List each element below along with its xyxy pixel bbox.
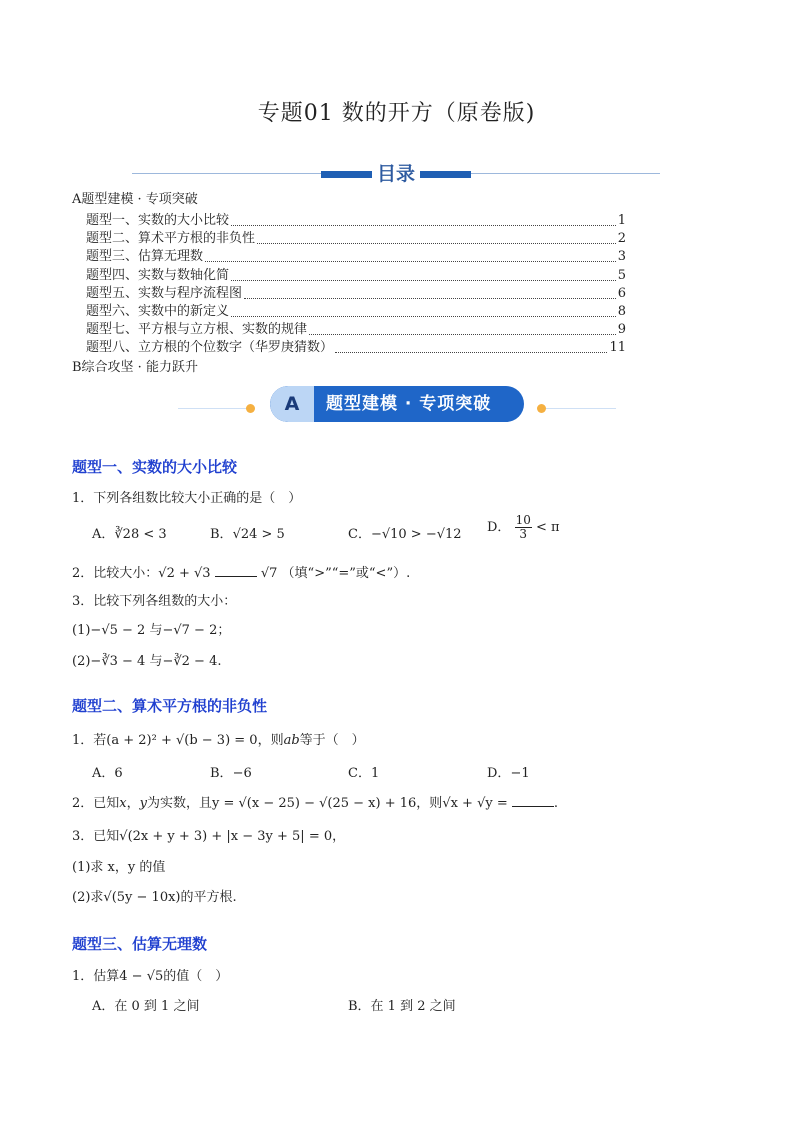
toc-item[interactable] xyxy=(86,248,626,266)
option-b: B．在 1 到 2 之间 xyxy=(348,999,456,1014)
q-math: −∛2 − 4 xyxy=(162,654,218,669)
option-label: D． xyxy=(487,766,511,781)
toc-heading-text: 目录 xyxy=(376,163,415,185)
q-prefix: (2)求 xyxy=(72,890,104,905)
option-c xyxy=(348,523,462,542)
toc-item-page: 11 xyxy=(609,340,626,355)
option-d xyxy=(487,762,530,781)
q-math: √2 + √3 xyxy=(158,566,211,581)
toc-item-page: 2 xyxy=(617,231,626,246)
q-text: 与 xyxy=(149,623,163,638)
toc-bar-right xyxy=(420,171,471,178)
toc-item-label: 题型二、算术平方根的非负性 xyxy=(86,231,256,246)
q-math: √(5y − 10x) xyxy=(103,890,181,905)
question-2 xyxy=(72,792,558,811)
option-label: A． xyxy=(92,527,115,542)
toc-item-page: 1 xyxy=(617,213,626,228)
option-d xyxy=(487,514,560,541)
question-3 xyxy=(72,825,345,844)
banner-dot-left xyxy=(246,404,255,413)
page-title: 专题01 数的开方（原卷版) xyxy=(257,101,536,126)
question-2 xyxy=(72,562,410,581)
toc-leader-dots xyxy=(244,298,616,299)
fraction-denominator: 3 xyxy=(519,527,528,541)
q-text: ； xyxy=(217,623,231,638)
toc-item-label: 题型七、平方根与立方根、实数的规律 xyxy=(86,322,308,337)
q-text: ，则 xyxy=(416,796,443,811)
toc-item-label: 题型六、实数中的新定义 xyxy=(86,304,230,319)
question-1 xyxy=(72,729,365,748)
q-text: 为实数，且 xyxy=(147,796,213,811)
toc-item-page: 9 xyxy=(617,322,626,337)
option-math: ∛28 < 3 xyxy=(114,527,167,542)
banner-dot-right xyxy=(537,404,546,413)
q-var: y xyxy=(139,796,147,811)
option-label: B． xyxy=(210,766,233,781)
sub-label: (1) xyxy=(72,623,91,638)
option-b xyxy=(210,523,285,542)
toc-item[interactable] xyxy=(86,321,626,339)
toc-item-page: 6 xyxy=(617,286,626,301)
section-title: 题型三、估算无理数 xyxy=(72,935,208,953)
option-a xyxy=(92,523,167,542)
q-math: ab xyxy=(283,733,300,748)
option-a xyxy=(92,762,123,781)
section-banner xyxy=(270,386,524,422)
option-c xyxy=(348,762,379,781)
toc-leader-dots xyxy=(205,261,616,262)
answer-blank[interactable] xyxy=(215,564,257,577)
toc-item-label: 题型四、实数与数轴化简 xyxy=(86,268,230,283)
q-math: −∛3 − 4 xyxy=(90,654,146,669)
toc-item[interactable] xyxy=(86,285,626,303)
option-value: −1 xyxy=(510,766,530,781)
toc-bar-left xyxy=(321,171,372,178)
option-label: D． xyxy=(487,520,511,535)
toc-part-b[interactable]: B综合攻坚 · 能力跃升 xyxy=(72,360,198,375)
toc-item[interactable] xyxy=(86,230,626,248)
option-math: √24 > 5 xyxy=(232,527,285,542)
q-math: √x + √y = xyxy=(442,796,508,811)
toc-item-label: 题型八、立方根的个位数字（华罗庚猜数） xyxy=(86,340,334,355)
option-label: A． xyxy=(92,766,115,781)
toc-leader-dots xyxy=(231,225,616,226)
toc-item[interactable] xyxy=(86,212,626,230)
question-1 xyxy=(72,965,228,984)
option-math: < π xyxy=(536,520,560,535)
q-math: √7 xyxy=(260,566,278,581)
question-stem: 3．比较下列各组数的大小： xyxy=(72,594,237,609)
toc-item-page: 5 xyxy=(617,268,626,283)
q-math: −√7 − 2 xyxy=(162,623,218,638)
q-math: (a + 2)² + √(b − 3) = 0 xyxy=(106,733,258,748)
q-prefix: 2．已知 xyxy=(72,796,120,811)
banner-text: 题型建模 · 专项突破 xyxy=(326,394,492,414)
option-label: C． xyxy=(348,766,371,781)
toc-part-a[interactable]: A题型建模 · 专项突破 xyxy=(72,192,198,207)
q-prefix: 1．估算 xyxy=(72,969,120,984)
toc-leader-dots xyxy=(335,352,607,353)
q-suffix: （填“>”“=”或“<”）. xyxy=(281,566,411,581)
q-suffix: 的值（ ） xyxy=(163,969,229,984)
q-text: ， xyxy=(332,829,346,844)
q-prefix: 3．已知 xyxy=(72,829,120,844)
toc-leader-dots xyxy=(257,243,616,244)
sub-question: (1)求 x，y 的值 xyxy=(72,860,166,875)
question-stem: 1．下列各组数比较大小正确的是（ ） xyxy=(72,491,302,506)
q-math: 4 − √5 xyxy=(119,969,164,984)
option-b xyxy=(210,762,252,781)
fraction xyxy=(515,514,532,541)
toc-item[interactable] xyxy=(86,267,626,285)
section-title: 题型一、实数的大小比较 xyxy=(72,458,238,476)
banner-line-left xyxy=(178,408,252,409)
option-math: −√10 > −√12 xyxy=(370,527,462,542)
q-text: ， xyxy=(126,796,140,811)
toc-item-page: 3 xyxy=(617,249,626,264)
toc-item-label: 题型一、实数的大小比较 xyxy=(86,213,230,228)
sub-question xyxy=(72,886,237,905)
toc-leader-dots xyxy=(309,334,616,335)
option-value: 1 xyxy=(370,766,380,781)
q-text: ，则 xyxy=(257,733,284,748)
q-prefix: 2．比较大小： xyxy=(72,566,159,581)
fraction-numerator: 10 xyxy=(515,513,531,527)
q-text: 与 xyxy=(149,654,163,669)
option-value: −6 xyxy=(232,766,252,781)
q-suffix: 的平方根. xyxy=(180,890,237,905)
sub-label: (2) xyxy=(72,654,91,669)
q-var: x xyxy=(119,796,127,811)
toc-item-label: 题型三、估算无理数 xyxy=(86,249,204,264)
q-prefix: 1．若 xyxy=(72,733,107,748)
q-text: . xyxy=(217,654,222,669)
q-suffix: 等于（ ） xyxy=(299,733,365,748)
q-math: y = √(x − 25) − √(25 − x) + 16 xyxy=(212,796,417,811)
q-text: . xyxy=(553,796,559,811)
banner-badge: A xyxy=(270,386,314,422)
toc-item-page: 8 xyxy=(617,304,626,319)
q-math: √(2x + y + 3) + |x − 3y + 5| = 0 xyxy=(119,829,333,844)
toc-heading xyxy=(372,159,420,186)
q-math: −√5 − 2 xyxy=(90,623,146,638)
banner-line-right xyxy=(546,408,616,409)
answer-blank[interactable] xyxy=(512,794,554,807)
sub-question xyxy=(72,650,222,669)
toc-item[interactable] xyxy=(86,303,626,321)
toc-leader-dots xyxy=(231,316,616,317)
toc-item-label: 题型五、实数与程序流程图 xyxy=(86,286,243,301)
sub-question xyxy=(72,619,230,638)
option-label: C． xyxy=(348,527,371,542)
option-a: A．在 0 到 1 之间 xyxy=(92,999,200,1014)
option-value: 6 xyxy=(114,766,123,781)
section-title: 题型二、算术平方根的非负性 xyxy=(72,697,268,715)
toc-item[interactable] xyxy=(86,339,626,357)
toc-leader-dots xyxy=(231,280,616,281)
option-label: B． xyxy=(210,527,233,542)
